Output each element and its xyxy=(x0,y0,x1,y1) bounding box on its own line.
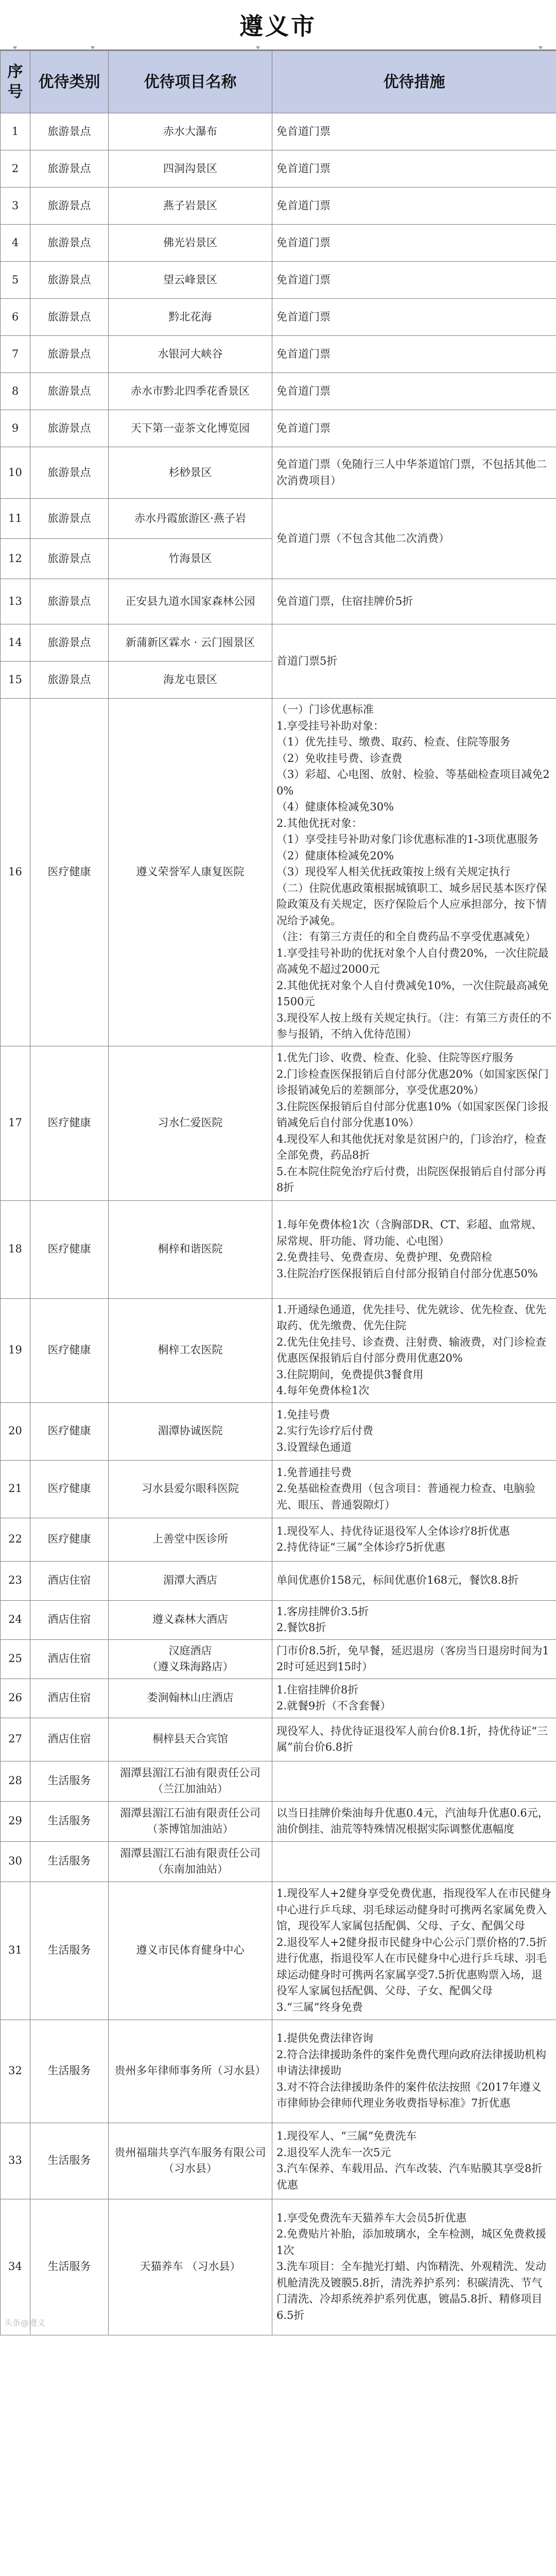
row-measures-cell: 免首道门票 xyxy=(272,373,556,410)
row-category-cell: 酒店住宿 xyxy=(30,1718,109,1761)
row-index-cell: 20 xyxy=(1,1402,30,1460)
row-index-cell: 7 xyxy=(1,336,30,373)
row-index-cell: 28 xyxy=(1,1761,30,1801)
row-index-cell: 26 xyxy=(1,1679,30,1718)
table-row xyxy=(1,1761,556,1801)
row-measures-cell: 1.客房挂牌价3.5折 2.餐饮8折 xyxy=(272,1600,556,1639)
row-index-cell: 4 xyxy=(1,225,30,262)
row-category-cell: 旅游景点 xyxy=(30,150,109,188)
row-item-name-cell: 习水仁爱医院 xyxy=(109,1046,272,1200)
row-item-name-cell: 桐梓县天合宾馆 xyxy=(109,1718,272,1761)
row-index-cell: 24 xyxy=(1,1600,30,1639)
row-category-cell: 旅游景点 xyxy=(30,225,109,262)
row-item-name-cell: 佛光岩景区 xyxy=(109,225,272,262)
table-row xyxy=(1,113,556,150)
table-row xyxy=(1,1639,556,1679)
table-body xyxy=(1,113,556,2335)
watermark: 头条@遵义 xyxy=(4,2317,46,2328)
row-index-cell: 10 xyxy=(1,447,30,499)
row-measures-cell: 1.提供免费法律咨询 2.符合法律援助条件的案件免费代理向政府法律援助机构申请法律援助 3.对不符合法律援助条件的案件依法按照《2017年遵义市律师协会律师代理业务收费指导标准》7折优惠 xyxy=(272,2020,556,2123)
row-category-cell: 旅游景点 xyxy=(30,410,109,447)
row-category-cell: 医疗健康 xyxy=(30,1518,109,1561)
row-category-cell: 生活服务 xyxy=(30,2199,109,2335)
benefits-table xyxy=(0,50,556,2335)
row-item-name-cell: 遵义荣誉军人康复医院 xyxy=(109,699,272,1046)
row-category-cell: 生活服务 xyxy=(30,1801,109,1841)
table-row xyxy=(1,624,556,662)
row-category-cell: 酒店住宿 xyxy=(30,1679,109,1718)
row-category-cell: 酒店住宿 xyxy=(30,1639,109,1679)
row-measures-cell: 1.现役军人、持优待证退役军人全体诊疗8折优惠 2.持优待证“三属”全体诊疗5折优惠 xyxy=(272,1518,556,1561)
row-category-cell: 旅游景点 xyxy=(30,539,109,579)
row-measures-cell: 免首道门票 xyxy=(272,188,556,225)
row-index-cell: 13 xyxy=(1,579,30,624)
table-row xyxy=(1,2199,556,2335)
row-index-cell: 30 xyxy=(1,1841,30,1882)
row-category-cell: 医疗健康 xyxy=(30,1200,109,1298)
row-category-cell: 生活服务 xyxy=(30,1761,109,1801)
row-category-cell: 医疗健康 xyxy=(30,1298,109,1402)
row-category-cell: 生活服务 xyxy=(30,2123,109,2199)
table-row xyxy=(1,2123,556,2199)
row-measures-cell: （一）门诊优惠标准 1.享受挂号补助对象： （1）优先挂号、缴费、取药、检查、住院等服务 （2）免收挂号费、诊查费 （3）彩超、心电图、放射、检验、等基础检查项目减免20% （4）健康体检减免30% 2.其他优抚对象： （1）享受挂号补助对象门诊优惠标准的1-3项优惠服务 （2）健康体检减免20% （3）现役军人相关优抚政策按上级有关规定执行 （二）住院优惠政策根据城镇职工、城乡居民基本医疗保险政策及有关规定，医疗保险后个人应承担部分，按下情况给予减免。 （注：有第三方责任的和全自费药品不享受优惠减免） 1.享受挂号补助的优抚对象个人自付费20%，一次住院最高减免不超过2000元 2.其他优抚对象个人自付费减免10%，一次住院最高减免1500元 3.现役军人按上级有关规定执行。（注：有第三方责任的不参与报销，不纳入优待范围） xyxy=(272,699,556,1046)
table-row xyxy=(1,299,556,336)
row-item-name-cell: 贵州多年律师事务所（习水县） xyxy=(109,2020,272,2123)
row-index-cell: 19 xyxy=(1,1298,30,1402)
row-category-cell: 旅游景点 xyxy=(30,373,109,410)
row-measures-cell: 以当日挂牌价柴油每升优惠0.4元，汽油每升优惠0.6元，油价倒挂、油荒等特殊情况根据实际调整优惠幅度 xyxy=(272,1801,556,1841)
row-measures-cell: 门市价8.5折，免早餐，延迟退房（客房当日退房时间为12时可延迟到15时） xyxy=(272,1639,556,1679)
row-item-name-cell: 水银河大峡谷 xyxy=(109,336,272,373)
row-item-name-cell: 遵义森林大酒店 xyxy=(109,1600,272,1639)
table-row xyxy=(1,1046,556,1200)
row-measures-cell: 1.免挂号费 2.实行先诊疗后付费 3.设置绿色通道 xyxy=(272,1402,556,1460)
table-row xyxy=(1,499,556,539)
column-marker-icon xyxy=(13,46,17,49)
row-index-cell: 5 xyxy=(1,262,30,299)
row-category-cell: 旅游景点 xyxy=(30,262,109,299)
row-index-cell: 29 xyxy=(1,1801,30,1841)
column-marker-icon xyxy=(91,46,95,49)
title-text: 遵义市 xyxy=(239,12,317,40)
row-index-cell: 12 xyxy=(1,539,30,579)
table-header-row xyxy=(1,51,556,113)
row-measures-cell: 1.免普通挂号费 2.免基础检查费用（包含项目：普通视力检查、电脑验光、眼压、普通裂隙灯） xyxy=(272,1460,556,1518)
row-category-cell: 旅游景点 xyxy=(30,624,109,662)
row-item-name-cell: 望云峰景区 xyxy=(109,262,272,299)
row-measures-cell: 1.开通绿色通道，优先挂号、优先就诊、优先检查、优先取药、优先缴费、优先住院 2.优先住免挂号、诊查费、注射费、输液费，对门诊检查优惠医保报销后自付部分费用优惠20% 3.住院期间，免费提供3餐食用 4.每年免费体检1次 xyxy=(272,1298,556,1402)
row-category-cell: 旅游景点 xyxy=(30,662,109,699)
row-item-name-cell: 竹海景区 xyxy=(109,539,272,579)
row-item-name-cell: 汉庭酒店 （遵义珠海路店） xyxy=(109,1639,272,1679)
row-item-name-cell: 天下第一壶茶文化博览园 xyxy=(109,410,272,447)
table-row xyxy=(1,1882,556,2020)
row-measures-cell: 免首道门票 xyxy=(272,150,556,188)
row-category-cell: 旅游景点 xyxy=(30,447,109,499)
row-index-cell: 33 xyxy=(1,2123,30,2199)
header-category: 优待类别 xyxy=(30,51,109,113)
table-row xyxy=(1,1402,556,1460)
row-measures-cell: 免首道门票，住宿挂牌价5折 xyxy=(272,579,556,624)
row-index-cell: 18 xyxy=(1,1200,30,1298)
row-item-name-cell: 习水县爱尔眼科医院 xyxy=(109,1460,272,1518)
row-index-cell: 14 xyxy=(1,624,30,662)
row-index-cell: 31 xyxy=(1,1882,30,2020)
row-index-cell: 16 xyxy=(1,699,30,1046)
table-row xyxy=(1,410,556,447)
table-row xyxy=(1,1841,556,1882)
row-category-cell: 旅游景点 xyxy=(30,499,109,539)
row-item-name-cell: 赤水丹霞旅游区·燕子岩 xyxy=(109,499,272,539)
row-item-name-cell: 海龙屯景区 xyxy=(109,662,272,699)
row-index-cell: 1 xyxy=(1,113,30,150)
row-category-cell: 旅游景点 xyxy=(30,113,109,150)
column-markers xyxy=(0,44,556,50)
table-row xyxy=(1,262,556,299)
row-index-cell: 22 xyxy=(1,1518,30,1561)
table-row xyxy=(1,1561,556,1600)
row-measures-cell: 1.每年免费体检1次（含胸部DR、CT、彩超、血常规、尿常规、肝功能、肾功能、心电图） 2.免费挂号、免费查房、免费护理、免费陪检 3.住院治疗医保报销后自付部分报销自付部分优惠50% xyxy=(272,1200,556,1298)
row-item-name-cell: 湄潭协诚医院 xyxy=(109,1402,272,1460)
row-measures-cell: 免首道门票（免随行三人中华茶道馆门票，不包括其他二次消费项目） xyxy=(272,447,556,499)
table-row xyxy=(1,1679,556,1718)
row-item-name-cell: 湄潭县湄江石油有限责任公司（兰江加油站） xyxy=(109,1761,272,1801)
row-index-cell: 21 xyxy=(1,1460,30,1518)
row-measures-cell: 1.住宿挂牌价8折 2.就餐9折（不含套餐） xyxy=(272,1679,556,1718)
table-row xyxy=(1,579,556,624)
row-category-cell: 医疗健康 xyxy=(30,1046,109,1200)
table-row xyxy=(1,1718,556,1761)
table-row xyxy=(1,1801,556,1841)
row-category-cell: 旅游景点 xyxy=(30,188,109,225)
row-measures-cell: 免首道门票 xyxy=(272,262,556,299)
table-row xyxy=(1,1298,556,1402)
row-measures-cell: 首道门票5折 xyxy=(272,624,556,699)
row-category-cell: 旅游景点 xyxy=(30,336,109,373)
row-item-name-cell: 贵州福瑞共享汽车服务有限公司（习水县） xyxy=(109,2123,272,2199)
table-row xyxy=(1,1600,556,1639)
row-index-cell: 9 xyxy=(1,410,30,447)
row-item-name-cell: 湄潭大酒店 xyxy=(109,1561,272,1600)
row-category-cell: 旅游景点 xyxy=(30,299,109,336)
row-measures-cell: 现役军人、持优待证退役军人前台价8.1折，持优待证“三属”前台价6.8折 xyxy=(272,1718,556,1761)
row-item-name-cell: 湄潭县湄江石油有限责任公司（茶博馆加油站） xyxy=(109,1801,272,1841)
row-index-cell: 3 xyxy=(1,188,30,225)
row-index-cell: 11 xyxy=(1,499,30,539)
row-measures-cell: 1.现役军人+2健身享受免费优惠，指现役军人在市民健身中心进行乒乓球、羽毛球运动健身时可携两名家属免费入馆，现役军人家属包括配偶、父母、子女、配偶父母 2.退役军人+2健身报市民健身中心公示门票价格的7.5折进行优惠，指退役军人在市民健身中心进行乒乓球、羽毛球运动健身时可携两名家属享受7.5折优惠购票入场，退役军人家属包括配偶、父母、子女、配偶父母 3.“三属”终身免费 xyxy=(272,1882,556,2020)
row-category-cell: 生活服务 xyxy=(30,1882,109,2020)
row-index-cell: 32 xyxy=(1,2020,30,2123)
table-row xyxy=(1,1200,556,1298)
row-item-name-cell: 杉桫景区 xyxy=(109,447,272,499)
row-item-name-cell: 桐梓工农医院 xyxy=(109,1298,272,1402)
row-item-name-cell: 新蒲新区霖水 · 云门囤景区 xyxy=(109,624,272,662)
row-category-cell: 酒店住宿 xyxy=(30,1600,109,1639)
row-measures-cell: 免首道门票 xyxy=(272,336,556,373)
column-marker-icon xyxy=(538,46,543,49)
row-measures-cell: 免首道门票 xyxy=(272,113,556,150)
row-category-cell: 生活服务 xyxy=(30,1841,109,1882)
row-category-cell: 医疗健康 xyxy=(30,699,109,1046)
row-index-cell: 34 xyxy=(1,2199,30,2335)
header-item-name: 优待项目名称 xyxy=(109,51,272,113)
row-measures-cell: 单间优惠价158元，标间优惠价168元，餐饮8.8折 xyxy=(272,1561,556,1600)
row-category-cell: 生活服务 xyxy=(30,2020,109,2123)
row-item-name-cell: 赤水大瀑布 xyxy=(109,113,272,150)
table-row xyxy=(1,373,556,410)
row-category-cell: 旅游景点 xyxy=(30,579,109,624)
row-item-name-cell: 娄涧翰林山庄酒店 xyxy=(109,1679,272,1718)
row-category-cell: 医疗健康 xyxy=(30,1402,109,1460)
row-item-name-cell: 遵义市民体育健身中心 xyxy=(109,1882,272,2020)
row-index-cell: 17 xyxy=(1,1046,30,1200)
row-index-cell: 15 xyxy=(1,662,30,699)
row-item-name-cell: 燕子岩景区 xyxy=(109,188,272,225)
row-index-cell: 23 xyxy=(1,1561,30,1600)
row-measures-cell: 免首道门票 xyxy=(272,225,556,262)
table-row xyxy=(1,188,556,225)
row-measures-cell: 1.现役军人、“三属”免费洗车 2.退役军人洗车一次5元 3.汽车保养、车载用品、汽车改装、汽车贴膜其享受8折优惠 xyxy=(272,2123,556,2199)
table-row xyxy=(1,1518,556,1561)
row-item-name-cell: 湄潭县湄江石油有限责任公司（东南加油站） xyxy=(109,1841,272,1882)
row-item-name-cell: 正安县九道水国家森林公园 xyxy=(109,579,272,624)
table-row xyxy=(1,2020,556,2123)
row-measures-cell: 免首道门票 xyxy=(272,410,556,447)
page-title xyxy=(0,0,556,50)
row-measures-cell: 免首道门票 xyxy=(272,299,556,336)
table-row xyxy=(1,699,556,1046)
row-index-cell: 27 xyxy=(1,1718,30,1761)
column-marker-icon xyxy=(256,46,260,49)
row-measures-cell: 免首道门票（不包含其他二次消费） xyxy=(272,499,556,579)
table-row xyxy=(1,1460,556,1518)
row-index-cell: 6 xyxy=(1,299,30,336)
row-category-cell: 医疗健康 xyxy=(30,1460,109,1518)
row-item-name-cell: 上善堂中医诊所 xyxy=(109,1518,272,1561)
row-item-name-cell: 天猫养车 （习水县） xyxy=(109,2199,272,2335)
row-index-cell: 2 xyxy=(1,150,30,188)
row-item-name-cell: 黔北花海 xyxy=(109,299,272,336)
row-item-name-cell: 桐梓和谐医院 xyxy=(109,1200,272,1298)
row-item-name-cell: 四洞沟景区 xyxy=(109,150,272,188)
header-index: 序号 xyxy=(1,51,30,113)
row-item-name-cell: 赤水市黔北四季花香景区 xyxy=(109,373,272,410)
table-row xyxy=(1,150,556,188)
row-measures-cell: 1.优先门诊、收费、检查、化验、住院等医疗服务 2.门诊检查医保报销后自付部分优惠20%（如国家医保门诊报销减免后的差额部分，享受优惠20%） 3.住院医保报销后自付部分优惠10%（如国家医保门诊报销减免后自付部分优惠10%） 4.现役军人和其他优抚对象是贫困户的，门诊治疗，检查全部免费，药品8折 5.在本院住院免治疗后付费，出院医保报销后自付部分再8折 xyxy=(272,1046,556,1200)
row-index-cell: 8 xyxy=(1,373,30,410)
header-measures: 优待措施 xyxy=(272,51,556,113)
table-row xyxy=(1,336,556,373)
row-index-cell: 25 xyxy=(1,1639,30,1679)
table-row xyxy=(1,225,556,262)
row-measures-cell: 1.享受免费洗车天猫养车大会员5折优惠 2.免费贴片补胎，添加玻璃水，全车检测，城区免费救援1次 3.洗车项目：全车抛光打蜡、内饰精洗、外观精洗、发动机舱清洗及镀膜5.8折，清洗养护系列：积碳清洗、节气门清洗、冷却系统养护系列优惠，镀晶5.8折、精修项目6.5折 xyxy=(272,2199,556,2335)
table-row xyxy=(1,447,556,499)
row-category-cell: 酒店住宿 xyxy=(30,1561,109,1600)
